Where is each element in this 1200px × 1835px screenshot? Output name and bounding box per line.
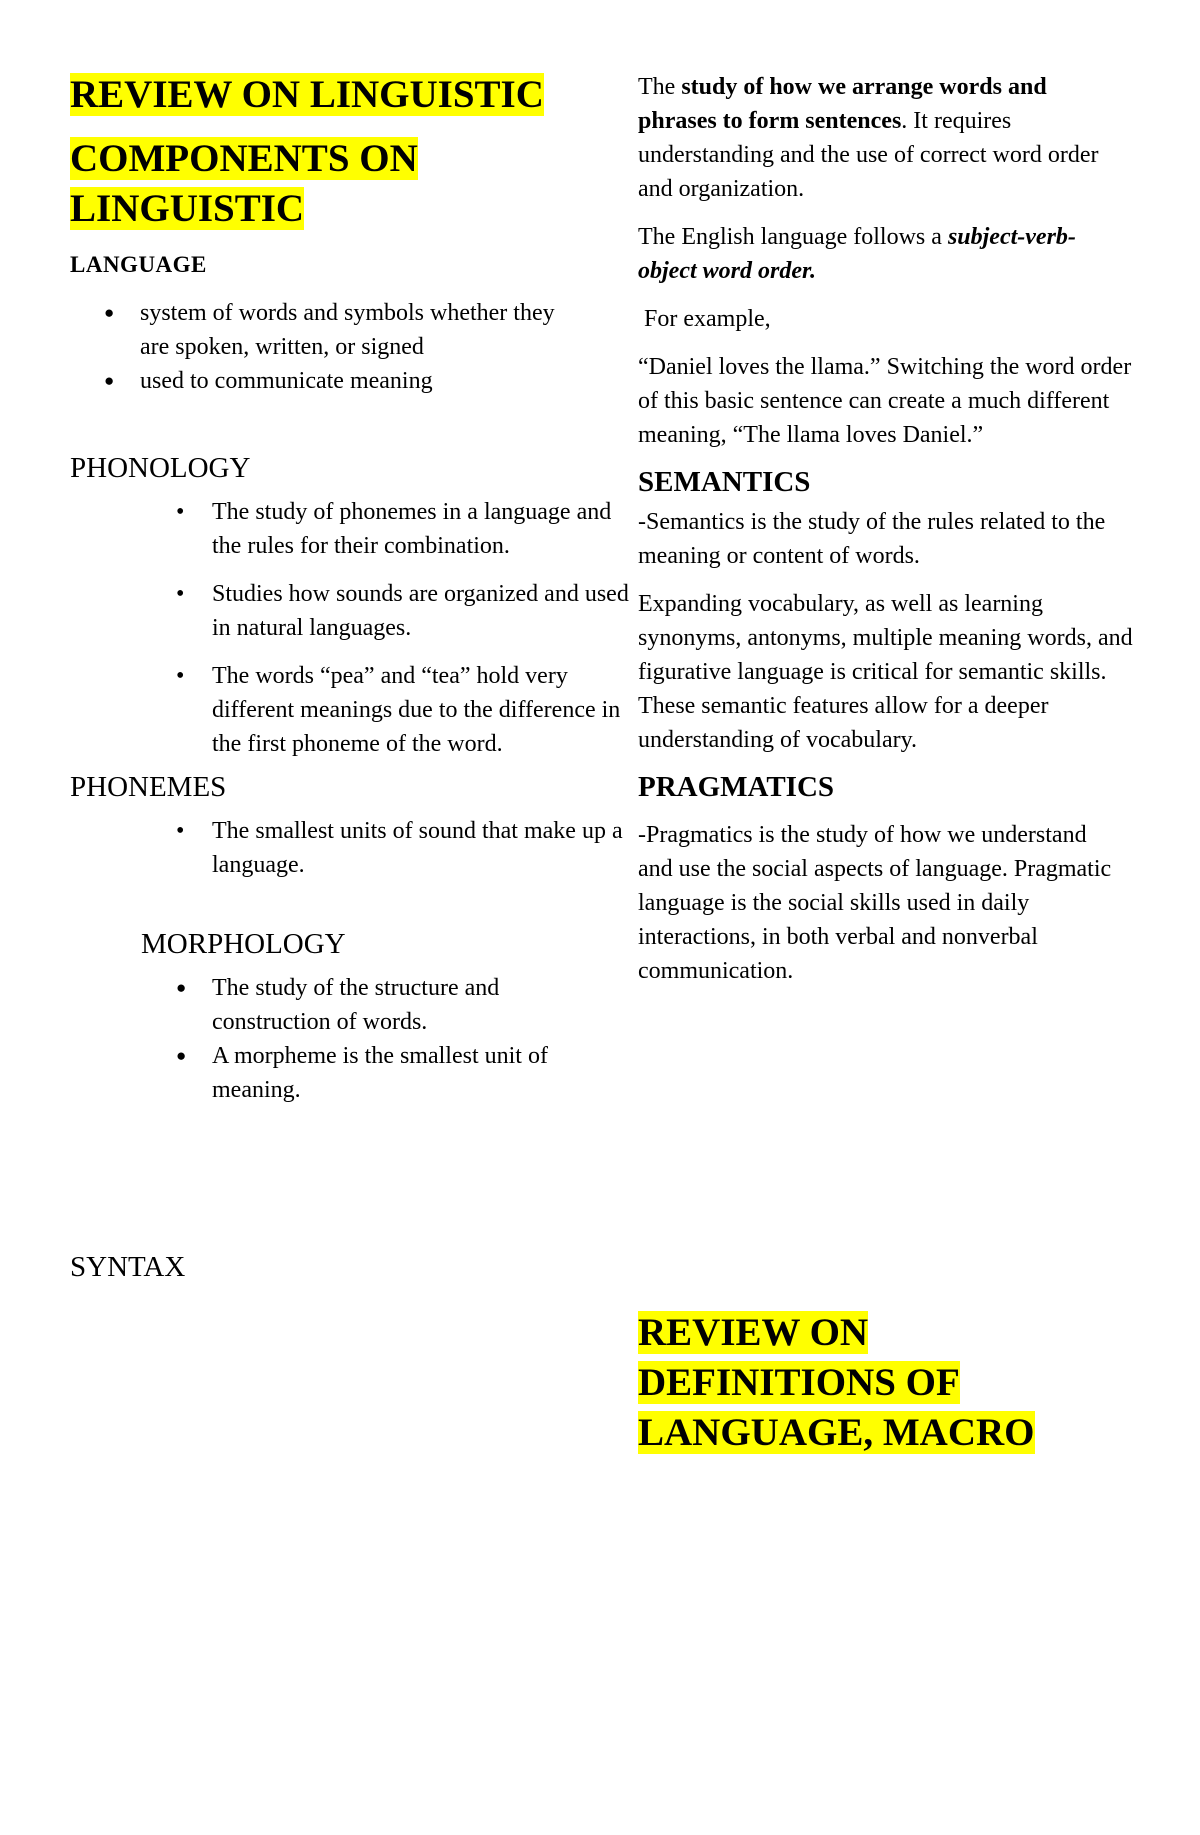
syntax-heading: SYNTAX	[70, 1251, 186, 1283]
definitions-title: REVIEW ON DEFINITIONS OF LANGUAGE, MACRO	[638, 1311, 1035, 1454]
morphology-list	[70, 971, 622, 1107]
language-list	[70, 296, 570, 398]
left-column	[70, 70, 629, 1294]
phonology-list	[70, 495, 642, 761]
semantics-paragraph: Expanding vocabulary, as well as learning synonyms, antonyms, multiple meaning words, and figurative language is critical for semantic skills. These semantic features allow for a deeper understanding of vocabulary.	[638, 591, 1133, 753]
syntax-definition: The study of how we arrange words and phrases to form sentences. It requires understanding and the use of correct word order and organization.	[638, 74, 1099, 202]
doc-title: REVIEW ON LINGUISTIC	[70, 73, 544, 116]
semantics-definition: -Semantics is the study of the rules related to the meaning or content of words.	[638, 509, 1106, 569]
word-order-paragraph: The English language follows a subject-verb-object word order.	[638, 224, 1076, 284]
morphology-heading: MORPHOLOGY	[141, 928, 346, 960]
example-intro: For example,	[638, 306, 771, 332]
list-item: ● used to communicate meaning	[140, 364, 570, 398]
pragmatics-heading: PRAGMATICS	[638, 771, 835, 803]
semantics-heading: SEMANTICS	[638, 466, 811, 498]
list-item: ● system of words and symbols whether they are spoken, written, or signed	[140, 296, 570, 364]
example-text: “Daniel loves the llama.” Switching the word order of this basic sentence can create a much different meaning, “The llama loves Daniel.”	[638, 354, 1132, 448]
phonemes-list	[70, 814, 642, 882]
language-heading: LANGUAGE	[70, 252, 207, 277]
right-column	[638, 70, 1138, 1458]
list-item: • Studies how sounds are organized and used in natural languages.	[212, 577, 642, 645]
list-item: • The smallest units of sound that make up a language.	[212, 814, 642, 882]
list-item: ● A morpheme is the smallest unit of meaning.	[212, 1039, 622, 1107]
list-item: • The words “pea” and “tea” hold very different meanings due to the difference in the first phoneme of the word.	[212, 659, 642, 761]
phonology-heading: PHONOLOGY	[70, 452, 251, 484]
list-item: ● The study of the structure and construction of words.	[212, 971, 622, 1039]
list-item: • The study of phonemes in a language and the rules for their combination.	[212, 495, 642, 563]
phonemes-heading: PHONEMES	[70, 771, 227, 803]
pragmatics-definition: -Pragmatics is the study of how we understand and use the social aspects of language. Pragmatic language is the social skills used in daily interactions, in both verbal and nonverbal communication.	[638, 822, 1112, 984]
components-title: COMPONENTS ON LINGUISTIC	[70, 137, 418, 230]
